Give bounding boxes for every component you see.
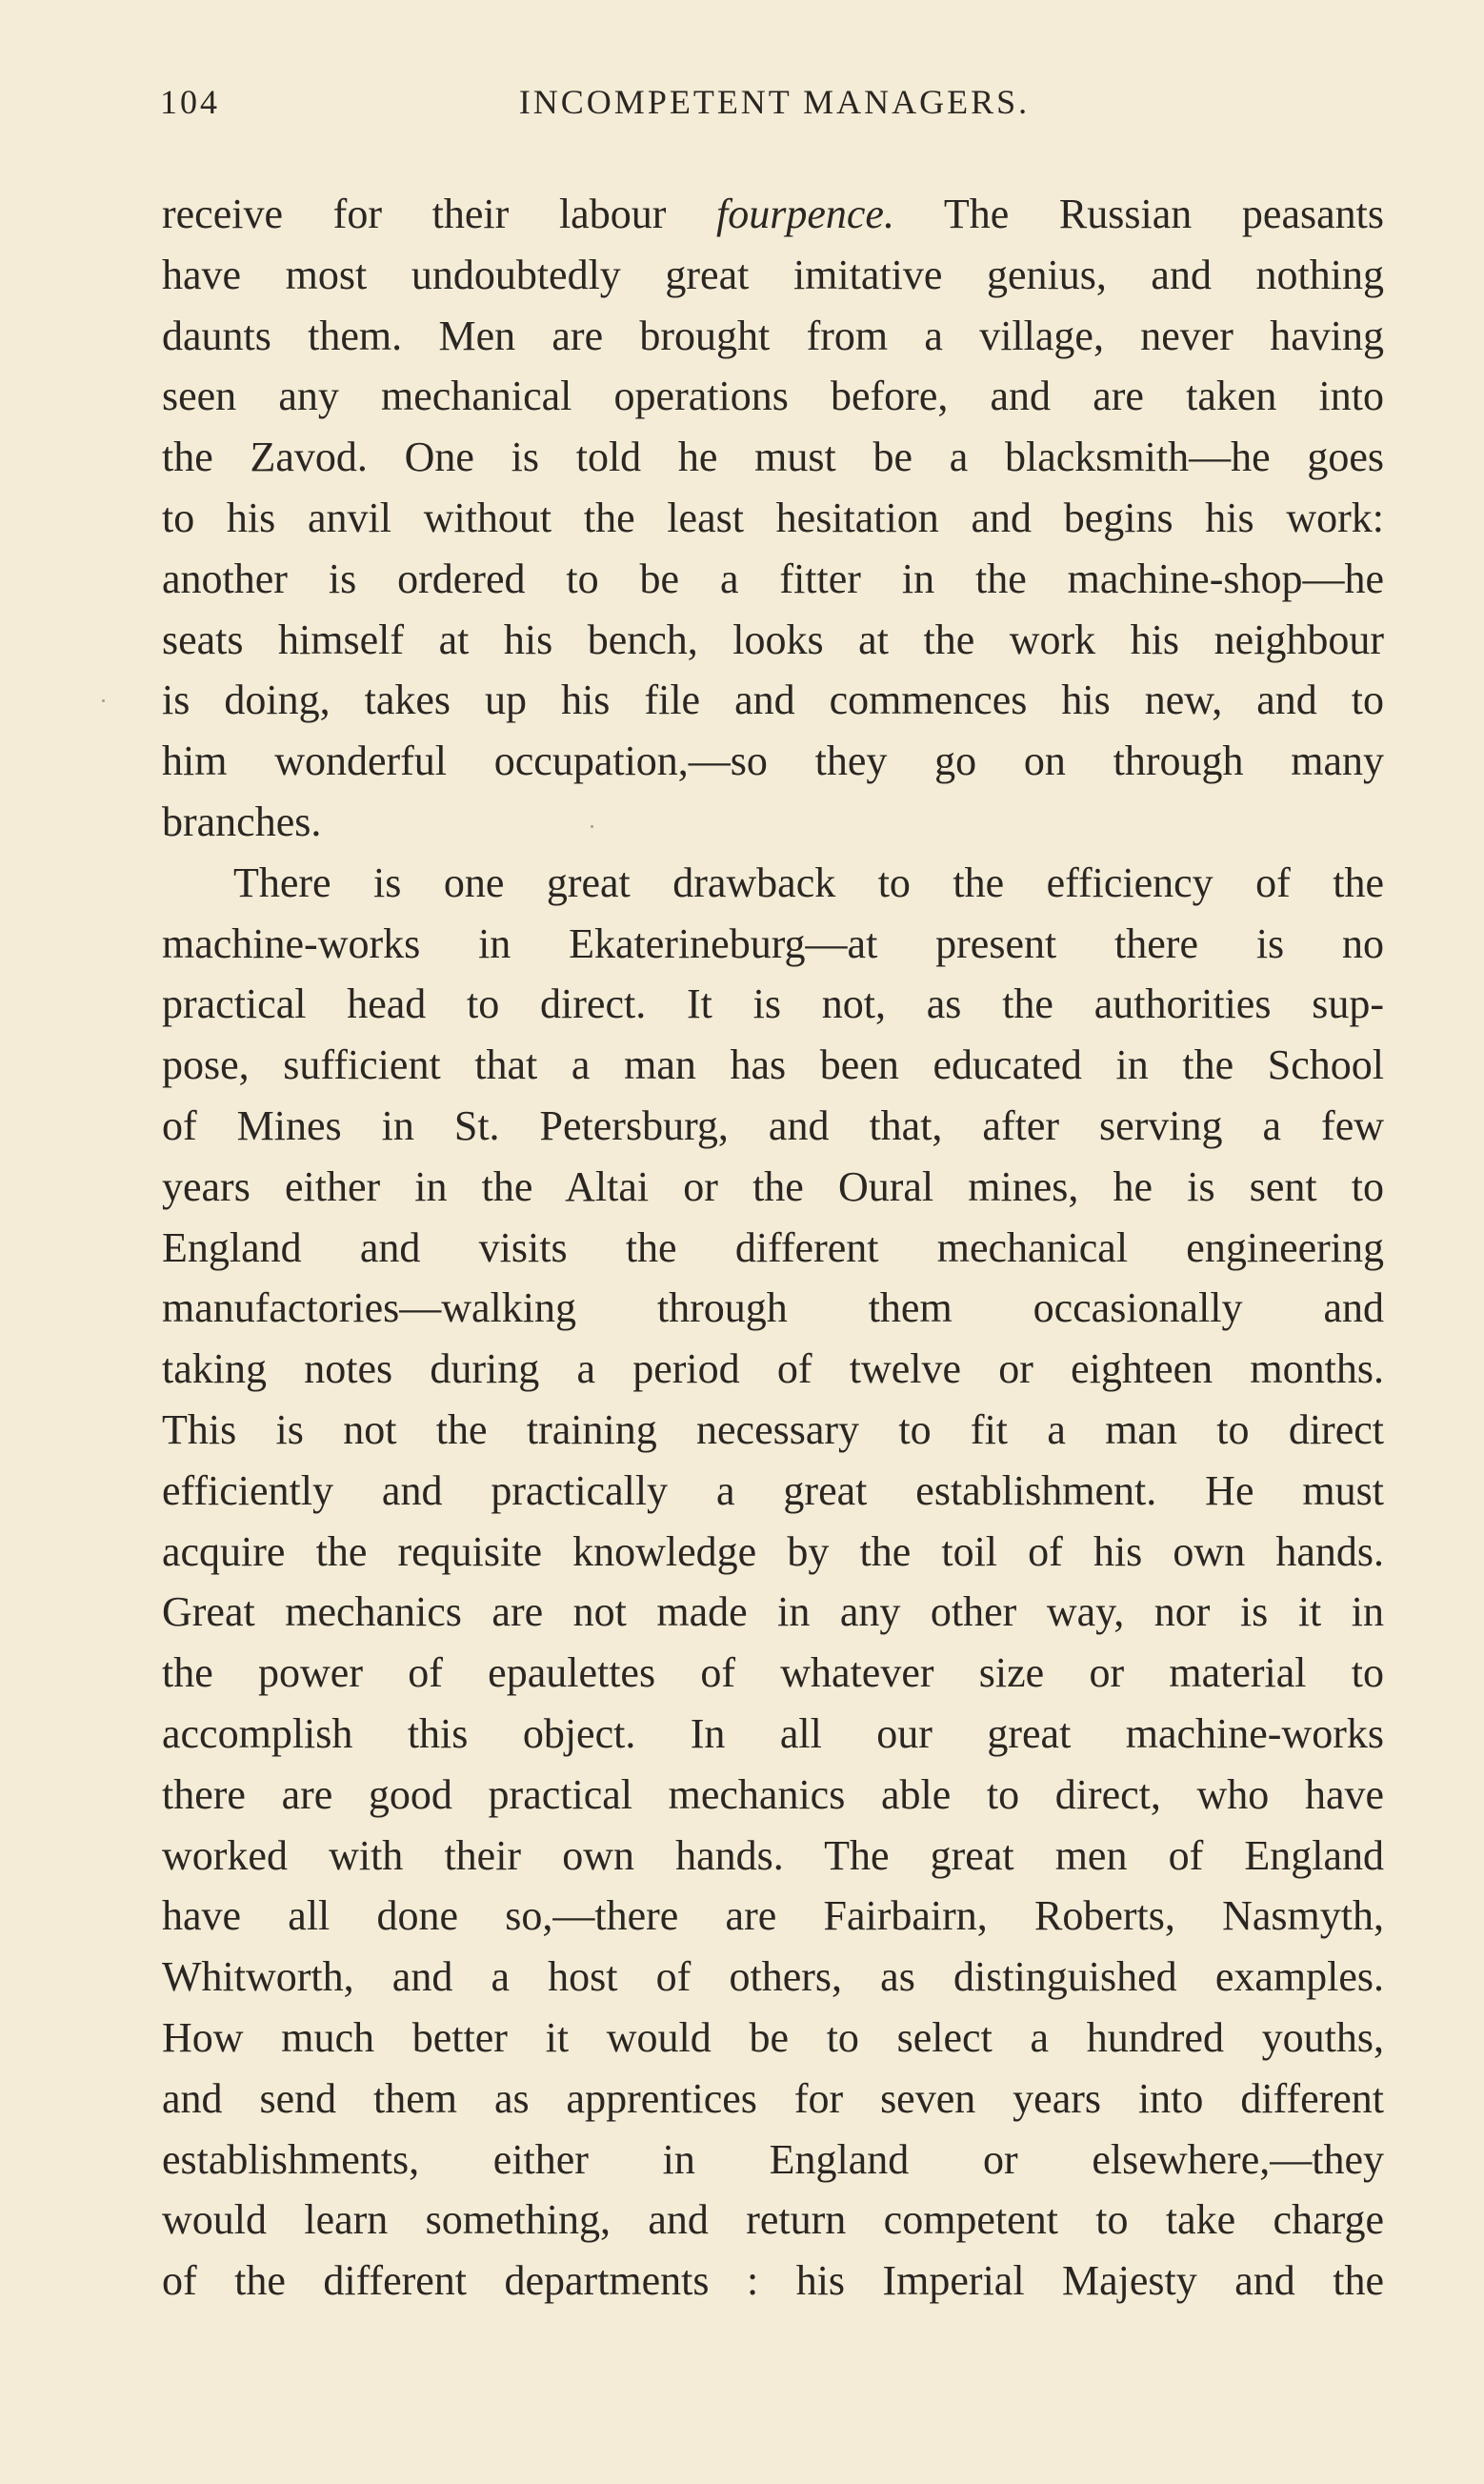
text-line: worked with their own hands. The great men of England [162,1831,1384,1879]
text-line: efficiently and practically a great establishment. He must [162,1466,1384,1514]
italic-word: fourpence. [716,191,894,237]
text-line: acquire the requisite knowledge by the toil of his own hands. [162,1527,1384,1575]
first-line-prefix: receive for their labour [162,191,717,237]
text-line: would learn something, and return competent to take charge [162,2196,1384,2244]
text-line: branches. [162,798,322,845]
text-line: seats himself at his bench, looks at the work his neighbour [162,616,1384,663]
text-line: This is not the training necessary to fit a man to direct [162,1405,1384,1453]
text-line: machine-works in Ekaterineburg—at present there is no [162,919,1384,967]
text-line: the power of epaulettes of whatever size or material to [162,1649,1384,1697]
text-line: manufactories—walking through them occasionally and [162,1284,1384,1332]
text-line: daunts them. Men are brought from a village, never having [162,312,1384,359]
page-number: 104 [160,83,220,121]
paragraph-1 [162,184,1384,853]
text-line: of Mines in St. Petersburg, and that, after serving a few [162,1101,1384,1149]
first-line-suffix: The Russian peasants [893,191,1384,237]
text-line: another is ordered to be a fitter in the machine-shop—he [162,555,1384,602]
body-text [162,184,1384,2312]
paper-speck [591,825,593,828]
text-line: seen any mechanical operations before, and are taken into [162,373,1384,420]
text-line: practical head to direct. It is not, as the authorities sup- [162,980,1384,1028]
text-line: taking notes during a period of twelve or eighteen months. [162,1345,1384,1393]
text-line: the Zavod. One is told he must be a blacksmith—he goes [162,434,1384,481]
running-title: INCOMPETENT MANAGERS. [518,83,1031,121]
text-line: Great mechanics are not made in any other way, nor is it in [162,1588,1384,1636]
text-line: years either in the Altai or the Oural mines, he is sent to [162,1162,1384,1210]
paragraph-2 [162,853,1384,2312]
text-line: to his anvil without the least hesitation and begins his work: [162,494,1384,541]
text-line: have all done so,—there are Fairbairn, Roberts, Nasmyth, [162,1892,1384,1940]
text-line: and send them as apprentices for seven years into different [162,2074,1384,2122]
text-line: There is one great drawback to the efficiency of the [233,858,1384,906]
running-head [160,82,1389,139]
text-line: How much better it would be to select a hundred youths, [162,2013,1384,2061]
paper-speck [102,699,105,702]
text-line: there are good practical mechanics able to direct, who have [162,1770,1384,1818]
text-line: pose, sufficient that a man has been educated in the School [162,1041,1384,1089]
text-line: accomplish this object. In all our great machine-works [162,1709,1384,1757]
text-line: have most undoubtedly great imitative genius, and nothing [162,251,1384,298]
text-line: him wonderful occupation,—so they go on through many [162,737,1384,785]
text-line [162,184,1384,245]
text-line: establishments, either in England or elsewhere,—they [162,2135,1384,2183]
text-line: England and visits the different mechanical engineering [162,1223,1384,1271]
text-line: is doing, takes up his file and commences his new, and to [162,677,1384,724]
text-line: of the different departments : his Imperial Majesty and the [162,2257,1384,2305]
text-line: Whitworth, and a host of others, as distinguished examples. [162,1953,1384,2001]
